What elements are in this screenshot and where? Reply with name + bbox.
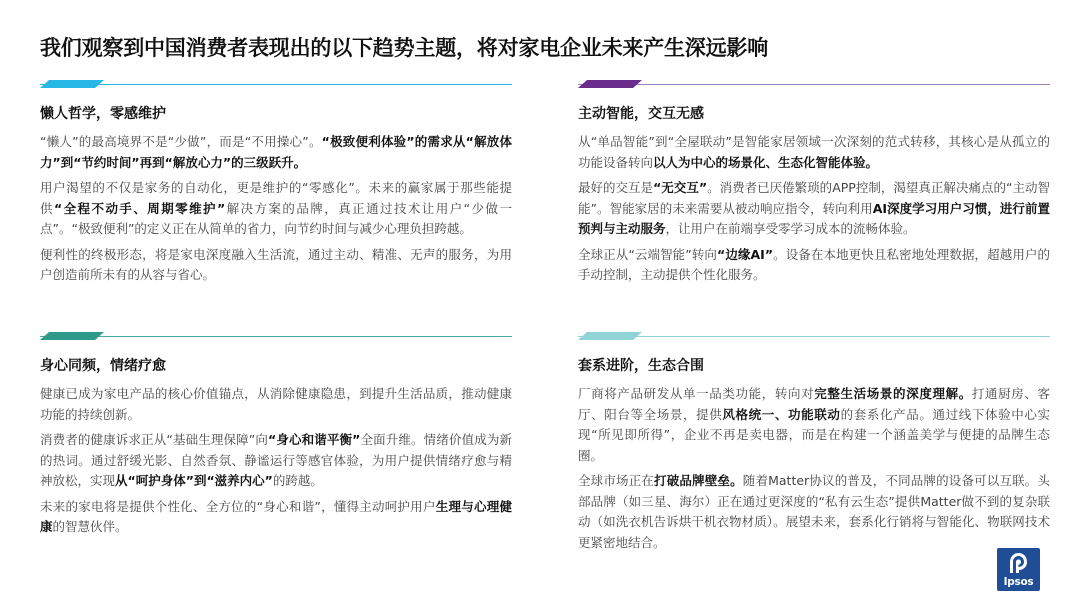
section-heading: 身心同频，情绪疗愈 — [40, 358, 166, 374]
body-text: 全球市场正在 — [578, 473, 655, 488]
body-text: 打通厨房、客厅、阳台等全场景，提供 — [578, 386, 1050, 422]
section-divider — [578, 80, 1050, 88]
emphasis-text: “极致便利体验”的需求从“解放体力”到“节约时间”再到“解放心力”的三级跃升。 — [40, 134, 513, 170]
section-paragraph — [40, 384, 512, 425]
body-text: “懒人”的最高境界不是“少做”，而是“不用操心”。 — [40, 134, 322, 149]
body-text: 最好的交互是 — [578, 180, 654, 195]
body-text: 。消费者已厌倦繁琐的APP控制，渴望真正解决痛点的“主动智能”。智能家居的未来需要从被动响应指令，转向利用 — [578, 180, 1050, 216]
emphasis-text: 完整生活场景的深度理解。 — [814, 386, 972, 401]
section-paragraph — [40, 430, 512, 492]
section-paragraph — [578, 384, 1050, 466]
section-body — [40, 132, 512, 286]
body-text: 消费者的健康诉求正从“基础生理保障”向 — [40, 432, 268, 447]
trend-section-proactive-intelligence — [578, 80, 1050, 291]
section-paragraph — [40, 132, 512, 173]
section-divider — [578, 332, 1050, 340]
section-paragraph — [578, 178, 1050, 240]
section-body — [578, 384, 1050, 553]
emphasis-text: AI深度学习用户习惯，进行前置预判与主动服务 — [578, 200, 1050, 236]
emphasis-text: 打破品牌壁垒。 — [654, 473, 743, 488]
body-text: ，让用户在前端享受零学习成本的流畅体验。 — [665, 221, 916, 236]
emphasis-text: 风格统一、功能联动 — [722, 406, 841, 422]
emphasis-text: “身心和谐平衡” — [268, 432, 361, 447]
emphasis-text: “全程不动手、周期零维护” — [53, 200, 226, 216]
section-paragraph — [40, 245, 512, 286]
section-body — [578, 132, 1050, 286]
emphasis-text: “边缘AI” — [717, 246, 774, 262]
trend-section-lazy-philosophy — [40, 80, 512, 291]
ipsos-logo — [997, 548, 1040, 591]
page-title: 我们观察到中国消费者表现出的以下趋势主题，将对家电企业未来产生深远影响 — [40, 36, 768, 60]
section-paragraph — [578, 132, 1050, 173]
emphasis-text: 以人为中心的场景化、生态化智能体验。 — [653, 154, 879, 170]
trend-section-mind-body-wellness — [40, 332, 512, 543]
section-heading: 主动智能，交互无感 — [578, 106, 704, 122]
section-divider — [40, 332, 512, 340]
section-heading: 懒人哲学，零感维护 — [40, 106, 166, 122]
body-text: 解决方案的品牌，真正通过技术让用户“少做一点”。“极致便利”的定义正在从简单的省力，向节约时间与减少心理负担跨越。 — [40, 200, 512, 236]
body-text: 用户渴望的不仅是家务的自动化，更是维护的“零感化”。未来的赢家属于那些能提供 — [40, 180, 512, 216]
trend-section-suite-ecosystem — [578, 332, 1050, 558]
logo-wordmark: Ipsos — [1003, 576, 1034, 588]
ipsos-logo-mark — [1009, 552, 1028, 574]
body-text: 的跨越。 — [272, 473, 323, 488]
section-heading: 套系进阶，生态合围 — [578, 358, 704, 374]
body-text: 全面升维。情绪价值成为新的热词。通过舒缓光影、自然香氛、静谧运行等感官体验，为用户提供情绪疗愈与精神放松，实现 — [40, 432, 512, 488]
emphasis-text: 生理与心理健康 — [40, 498, 512, 534]
body-text: 全球正从“云端智能”转向 — [578, 246, 718, 262]
section-paragraph — [40, 497, 512, 538]
section-body — [40, 384, 512, 538]
body-text: 随着Matter协议的普及，不同品牌的设备可以互联。头部品牌（如三星、海尔）正在通过更深度的“私有云生态”提供Matter做不到的复杂联动（如洗衣机告诉烘干机衣物材质）。展望未来，套系化行销将与智能化、物联网技术更紧密地结合。 — [578, 473, 1050, 550]
section-paragraph — [578, 471, 1050, 553]
body-text: 的套系化产品。通过线下体验中心实现“所见即所得”，企业不再是卖电器，而是在构建一个涵盖美学与便捷的品牌生态圈。 — [578, 406, 1050, 463]
section-paragraph — [578, 245, 1050, 286]
section-paragraph — [40, 178, 512, 240]
body-text: 便利性的终极形态，将是家电深度融入生活流，通过主动、精准、无声的服务，为用户创造前所未有的从容与省心。 — [40, 246, 512, 282]
body-text: 。设备在本地更快且私密地处理数据，超越用户的手动控制，主动提供个性化服务。 — [578, 246, 1050, 282]
body-text: 的智慧伙伴。 — [52, 519, 128, 534]
body-text: 健康已成为家电产品的核心价值锚点，从消除健康隐患，到提升生活品质，推动健康功能的持续创新。 — [40, 386, 512, 422]
emphasis-text: “无交互” — [653, 180, 708, 195]
body-text: 厂商将产品研发从单一品类功能，转向对 — [578, 386, 815, 401]
section-divider — [40, 80, 512, 88]
body-text: 从“单品智能”到“全屋联动”是智能家居领域一次深刻的范式转移，其核心是从孤立的功能设备转向 — [578, 134, 1050, 170]
emphasis-text: 从“呵护身体”到“滋养内心” — [115, 473, 273, 488]
body-text: 未来的家电将是提供个性化、全方位的“身心和谐”，懂得主动呵护用户 — [40, 498, 436, 514]
